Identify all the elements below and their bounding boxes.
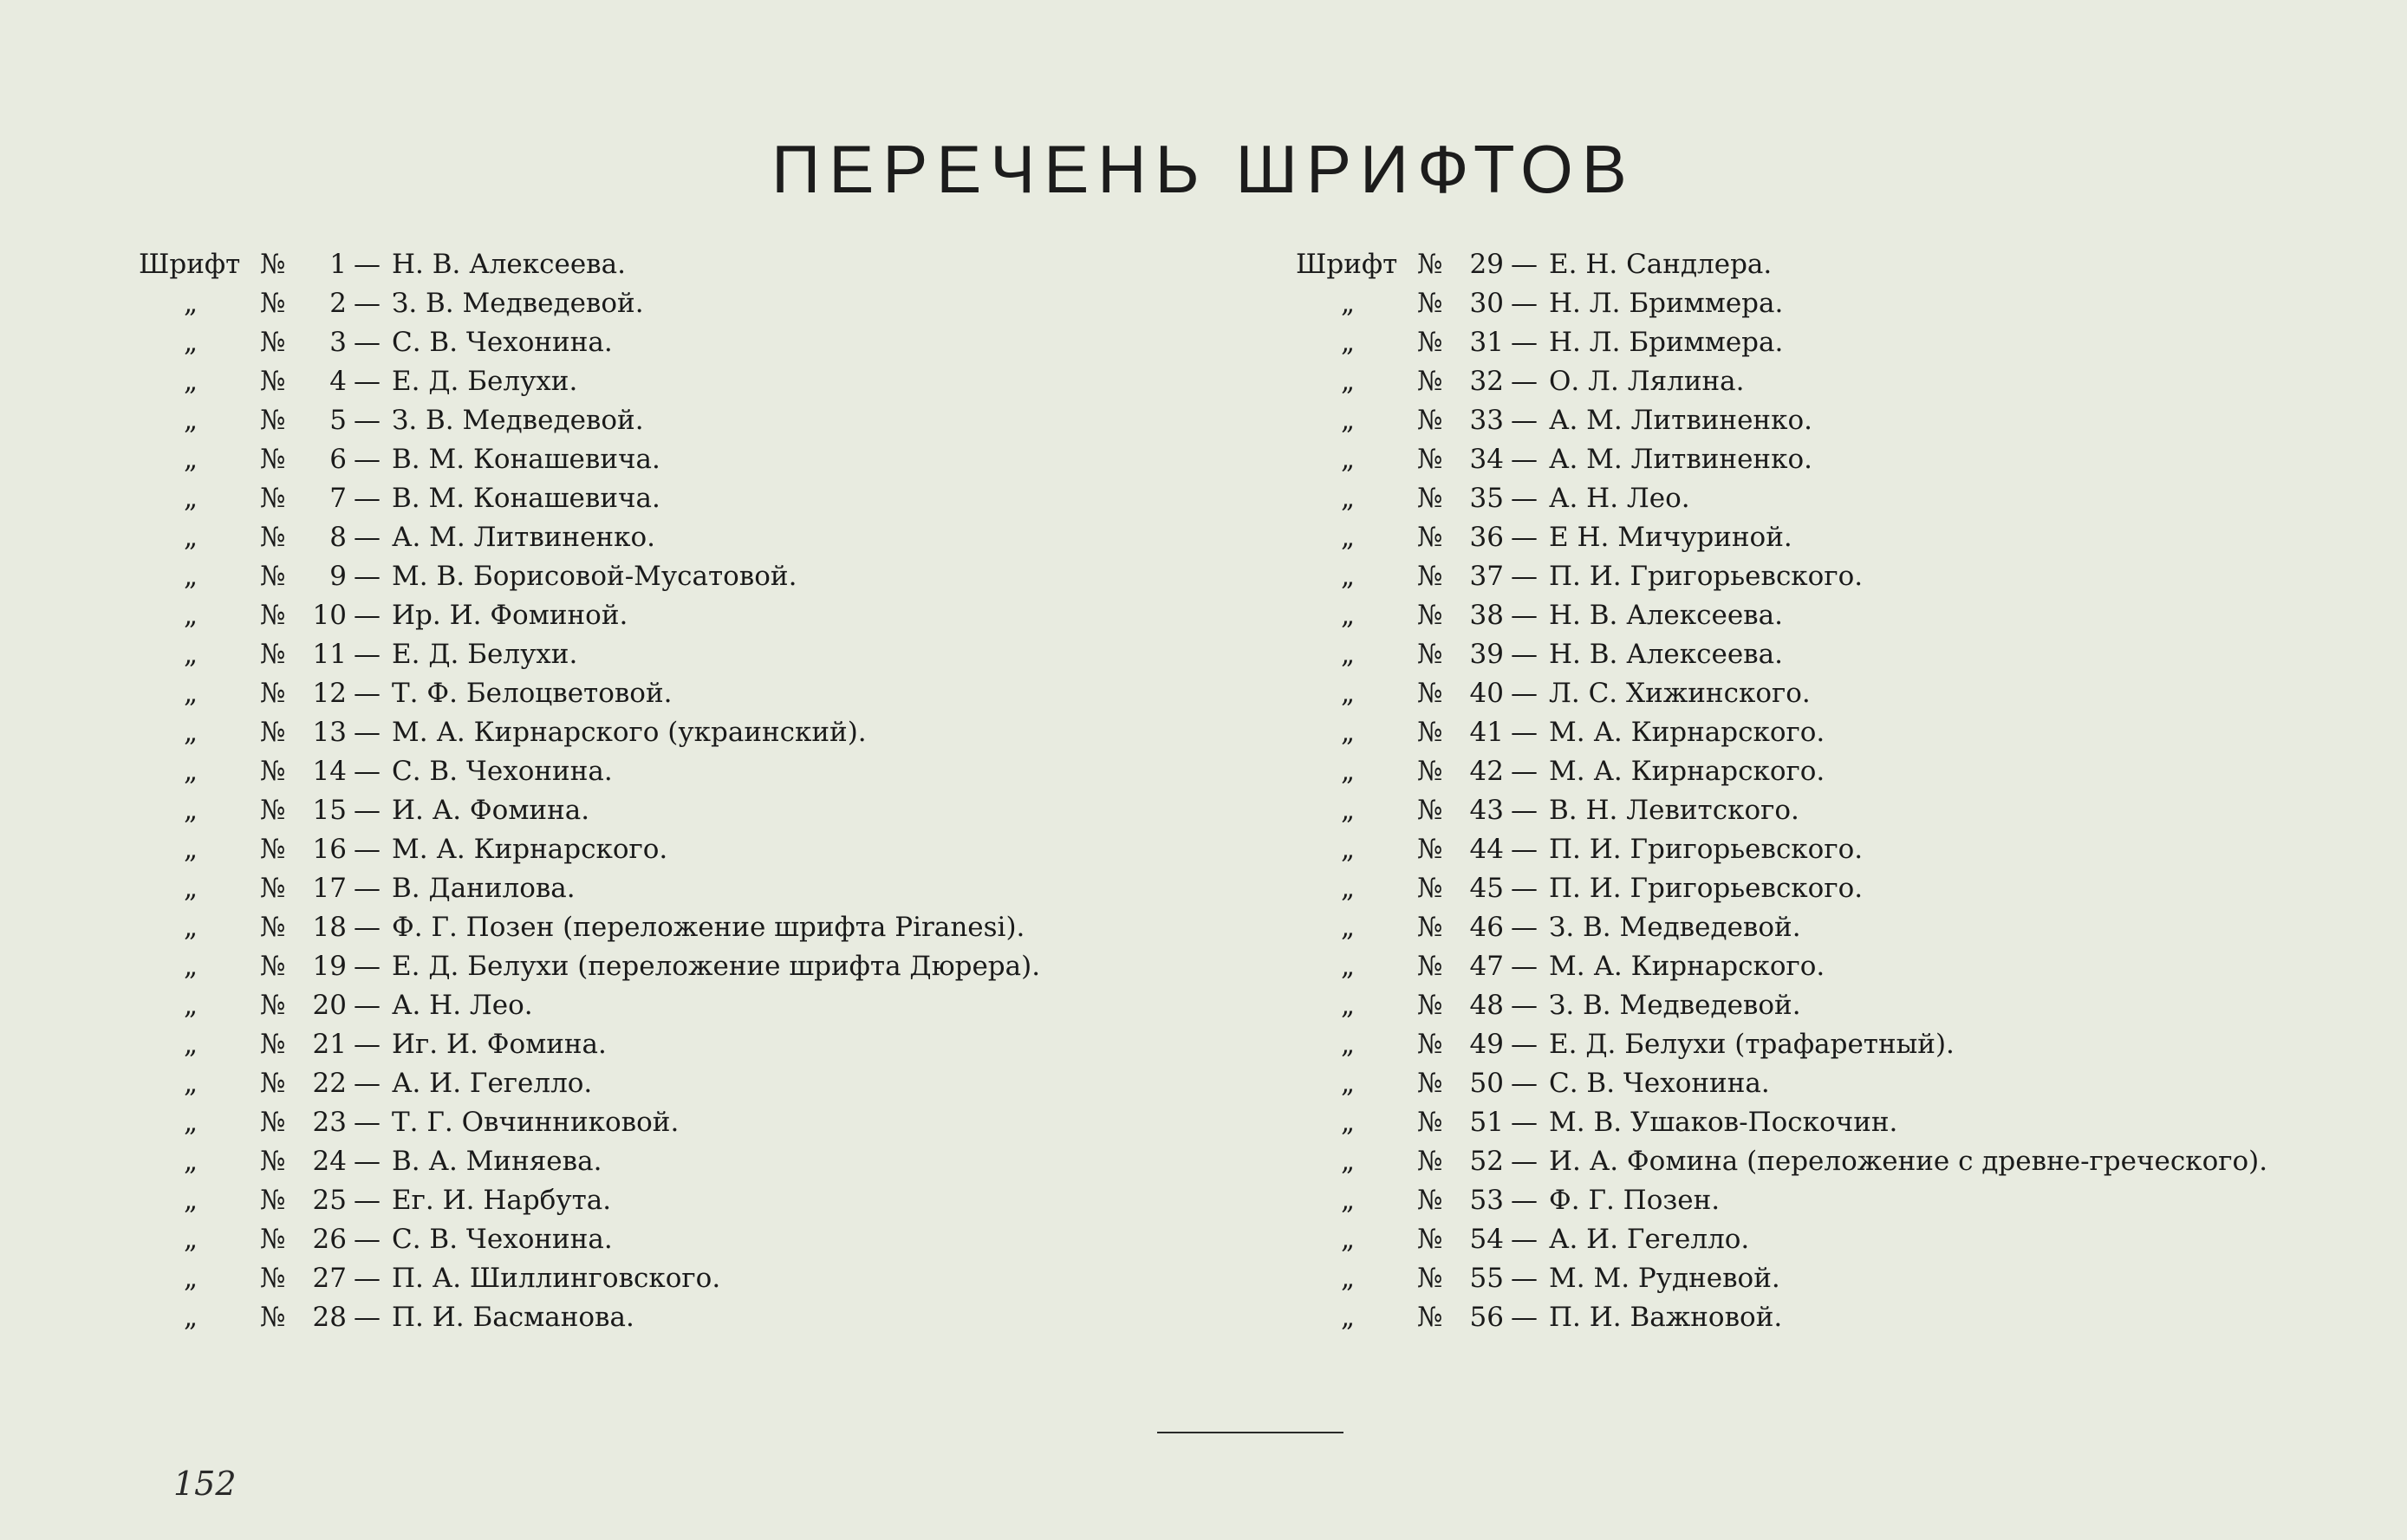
font-number: 8	[329, 522, 347, 553]
font-number: 18	[312, 912, 347, 943]
dash: —	[1511, 1146, 1538, 1177]
font-number: 20	[312, 990, 347, 1021]
ditto-mark: „	[184, 561, 198, 592]
number-sign: №	[260, 327, 286, 358]
font-author: Е. Д. Белухи (переложение шрифта Дюрера).	[392, 951, 1041, 982]
font-number: 5	[329, 405, 347, 436]
font-author: З. В. Медведевой.	[392, 288, 644, 319]
font-author: Ф. Г. Позен.	[1549, 1185, 1721, 1216]
font-author: Ир. И. Фоминой.	[392, 600, 628, 631]
dash: —	[354, 1302, 381, 1333]
number-sign: №	[260, 561, 286, 592]
number-sign: №	[1417, 405, 1443, 436]
font-author: П. А. Шиллинговского.	[392, 1263, 721, 1294]
number-sign: №	[260, 1068, 286, 1099]
ditto-mark: „	[1341, 756, 1356, 787]
font-author: П. И. Григорьевского.	[1549, 561, 1864, 592]
font-author: А. И. Гегелло.	[1549, 1224, 1750, 1255]
number-sign: №	[260, 912, 286, 943]
font-number: 34	[1469, 444, 1504, 475]
dash: —	[1511, 951, 1538, 982]
font-author: Н. В. Алексеева.	[1549, 639, 1783, 670]
ditto-mark: „	[1341, 1107, 1356, 1138]
number-sign: №	[260, 678, 286, 709]
ditto-mark: „	[184, 1185, 198, 1216]
number-sign: №	[1417, 639, 1443, 670]
dash: —	[1511, 405, 1538, 436]
number-sign: №	[260, 873, 286, 904]
dash: —	[1511, 327, 1538, 358]
font-number: 4	[329, 366, 347, 397]
ditto-mark: „	[1341, 366, 1356, 397]
font-author: Т. Ф. Белоцветовой.	[392, 678, 673, 709]
font-author: С. В. Чехонина.	[392, 1224, 613, 1255]
font-number: 2	[329, 288, 347, 319]
number-sign: №	[1417, 1146, 1443, 1177]
font-number: 23	[312, 1107, 347, 1138]
font-author: М. А. Кирнарского.	[392, 834, 668, 865]
dash: —	[354, 873, 381, 904]
font-author: Е. Д. Белухи.	[392, 366, 578, 397]
number-sign: №	[1417, 1263, 1443, 1294]
font-number: 41	[1469, 717, 1504, 748]
font-author: М. А. Кирнарского (украинский).	[392, 717, 867, 748]
dash: —	[354, 717, 381, 748]
font-number: 43	[1469, 795, 1504, 826]
dash: —	[354, 1068, 381, 1099]
font-number: 40	[1469, 678, 1504, 709]
number-sign: №	[1417, 834, 1443, 865]
ditto-mark: „	[184, 951, 198, 982]
dash: —	[354, 678, 381, 709]
ditto-mark: „	[1341, 717, 1356, 748]
font-author: З. В. Медведевой.	[392, 405, 644, 436]
dash: —	[1511, 717, 1538, 748]
ditto-mark: „	[184, 600, 198, 631]
number-sign: №	[1417, 444, 1443, 475]
dash: —	[1511, 1185, 1538, 1216]
ditto-mark: „	[1341, 1185, 1356, 1216]
ditto-mark: „	[1341, 405, 1356, 436]
font-number: 44	[1469, 834, 1504, 865]
number-sign: №	[260, 795, 286, 826]
dash: —	[1511, 483, 1538, 514]
font-author: П. И. Григорьевского.	[1549, 873, 1864, 904]
ditto-mark: „	[184, 1302, 198, 1333]
font-number: 50	[1469, 1068, 1504, 1099]
font-number: 10	[312, 600, 347, 631]
font-author: Е. Д. Белухи (трафаретный).	[1549, 1029, 1955, 1060]
dash: —	[1511, 600, 1538, 631]
font-number: 49	[1469, 1029, 1504, 1060]
dash: —	[1511, 834, 1538, 865]
dash: —	[354, 405, 381, 436]
ditto-mark: „	[1341, 327, 1356, 358]
font-number: 16	[312, 834, 347, 865]
dash: —	[354, 483, 381, 514]
ditto-mark: „	[1341, 873, 1356, 904]
dash: —	[354, 561, 381, 592]
font-number: 13	[312, 717, 347, 748]
number-sign: №	[260, 1263, 286, 1294]
dash: —	[354, 834, 381, 865]
font-number: 37	[1469, 561, 1504, 592]
dash: —	[1511, 1029, 1538, 1060]
number-sign: №	[1417, 873, 1443, 904]
font-number: 19	[312, 951, 347, 982]
dash: —	[354, 756, 381, 787]
dash: —	[1511, 873, 1538, 904]
font-author: А. Н. Лео.	[1549, 483, 1690, 514]
ditto-mark: „	[1341, 951, 1356, 982]
font-number: 33	[1469, 405, 1504, 436]
font-number: 35	[1469, 483, 1504, 514]
font-number: 48	[1469, 990, 1504, 1021]
font-author: Н. В. Алексеева.	[1549, 600, 1783, 631]
ditto-mark: „	[184, 717, 198, 748]
ditto-mark: „	[1341, 600, 1356, 631]
font-number: 15	[312, 795, 347, 826]
font-number: 14	[312, 756, 347, 787]
ditto-mark: „	[184, 678, 198, 709]
font-number: 1	[329, 249, 347, 280]
font-number: 7	[329, 483, 347, 514]
separator-rule	[1157, 1432, 1343, 1433]
font-number: 21	[312, 1029, 347, 1060]
font-number: 29	[1469, 249, 1504, 280]
font-number: 38	[1469, 600, 1504, 631]
dash: —	[1511, 990, 1538, 1021]
dash: —	[1511, 366, 1538, 397]
font-number: 3	[329, 327, 347, 358]
ditto-mark: „	[184, 1029, 198, 1060]
font-author: Ег. И. Нарбута.	[392, 1185, 612, 1216]
number-sign: №	[260, 1029, 286, 1060]
font-number: 22	[312, 1068, 347, 1099]
number-sign: №	[260, 522, 286, 553]
font-number: 6	[329, 444, 347, 475]
ditto-mark: „	[1341, 522, 1356, 553]
ditto-mark: „	[184, 288, 198, 319]
number-sign: №	[1417, 522, 1443, 553]
dash: —	[1511, 1302, 1538, 1333]
font-number: 11	[312, 639, 347, 670]
number-sign: №	[1417, 327, 1443, 358]
number-sign: №	[260, 1107, 286, 1138]
ditto-mark: „	[1341, 1068, 1356, 1099]
font-number: 30	[1469, 288, 1504, 319]
dash: —	[354, 990, 381, 1021]
dash: —	[354, 1185, 381, 1216]
ditto-mark: „	[1341, 483, 1356, 514]
font-number: 27	[312, 1263, 347, 1294]
number-sign: №	[260, 366, 286, 397]
number-sign: №	[260, 717, 286, 748]
ditto-mark: „	[1341, 1224, 1356, 1255]
dash: —	[354, 1263, 381, 1294]
font-number: 17	[312, 873, 347, 904]
font-author: П. И. Басманова.	[392, 1302, 634, 1333]
number-sign: №	[260, 1224, 286, 1255]
font-author: Ф. Г. Позен (переложение шрифта Piranesi).	[392, 912, 1025, 943]
number-sign: №	[260, 756, 286, 787]
font-author: З. В. Медведевой.	[1549, 990, 1801, 1021]
dash: —	[354, 1224, 381, 1255]
number-sign: №	[260, 951, 286, 982]
ditto-mark: „	[184, 366, 198, 397]
font-number: 28	[312, 1302, 347, 1333]
number-sign: №	[1417, 483, 1443, 514]
dash: —	[354, 249, 381, 280]
ditto-mark: „	[1341, 1302, 1356, 1333]
ditto-mark: „	[1341, 678, 1356, 709]
font-author: В. М. Конашевича.	[392, 483, 660, 514]
ditto-mark: „	[184, 522, 198, 553]
font-author: П. И. Григорьевского.	[1549, 834, 1864, 865]
font-author: М. А. Кирнарского.	[1549, 756, 1825, 787]
font-author: А. М. Литвиненко.	[1549, 405, 1812, 436]
font-author: Н. В. Алексеева.	[392, 249, 626, 280]
font-author: Е Н. Мичуриной.	[1549, 522, 1792, 553]
font-author: Е. Д. Белухи.	[392, 639, 578, 670]
ditto-mark: „	[1341, 795, 1356, 826]
number-sign: №	[260, 288, 286, 319]
ditto-mark: „	[184, 1107, 198, 1138]
font-author: П. И. Важновой.	[1549, 1302, 1783, 1333]
font-number: 53	[1469, 1185, 1504, 1216]
ditto-mark: „	[184, 1146, 198, 1177]
dash: —	[1511, 639, 1538, 670]
dash: —	[354, 1107, 381, 1138]
ditto-mark: „	[184, 405, 198, 436]
dash: —	[354, 639, 381, 670]
ditto-mark: „	[1341, 639, 1356, 670]
dash: —	[354, 1029, 381, 1060]
number-sign: №	[1417, 1107, 1443, 1138]
font-number: 42	[1469, 756, 1504, 787]
font-author: В. Н. Левитского.	[1549, 795, 1799, 826]
number-sign: №	[1417, 366, 1443, 397]
ditto-mark: „	[184, 795, 198, 826]
font-number: 24	[312, 1146, 347, 1177]
font-number: 39	[1469, 639, 1504, 670]
font-number: 12	[312, 678, 347, 709]
dash: —	[354, 327, 381, 358]
number-sign: №	[260, 483, 286, 514]
dash: —	[1511, 561, 1538, 592]
font-author: А. М. Литвиненко.	[1549, 444, 1812, 475]
font-number: 45	[1469, 873, 1504, 904]
font-number: 51	[1469, 1107, 1504, 1138]
ditto-mark: „	[1341, 990, 1356, 1021]
font-prefix-label: Шрифт	[1296, 249, 1398, 280]
font-number: 56	[1469, 1302, 1504, 1333]
number-sign: №	[260, 834, 286, 865]
font-author: В. А. Миняева.	[392, 1146, 602, 1177]
font-author: М. А. Кирнарского.	[1549, 717, 1825, 748]
ditto-mark: „	[184, 834, 198, 865]
dash: —	[354, 522, 381, 553]
number-sign: №	[1417, 561, 1443, 592]
dash: —	[354, 951, 381, 982]
number-sign: №	[1417, 912, 1443, 943]
font-author: М. В. Ушаков-Поскочин.	[1549, 1107, 1898, 1138]
dash: —	[354, 444, 381, 475]
font-author: В. Данилова.	[392, 873, 576, 904]
ditto-mark: „	[1341, 288, 1356, 319]
ditto-mark: „	[184, 756, 198, 787]
dash: —	[1511, 756, 1538, 787]
font-author: М. А. Кирнарского.	[1549, 951, 1825, 982]
font-number: 36	[1469, 522, 1504, 553]
font-author: Л. С. Хижинского.	[1549, 678, 1811, 709]
number-sign: №	[1417, 288, 1443, 319]
dash: —	[354, 600, 381, 631]
number-sign: №	[1417, 1185, 1443, 1216]
font-number: 31	[1469, 327, 1504, 358]
ditto-mark: „	[184, 444, 198, 475]
ditto-mark: „	[1341, 834, 1356, 865]
dash: —	[1511, 912, 1538, 943]
number-sign: №	[260, 1146, 286, 1177]
font-author: А. Н. Лео.	[392, 990, 533, 1021]
font-author: Н. Л. Бриммера.	[1549, 288, 1784, 319]
number-sign: №	[1417, 795, 1443, 826]
dash: —	[354, 288, 381, 319]
ditto-mark: „	[1341, 1263, 1356, 1294]
font-author: А. М. Литвиненко.	[392, 522, 655, 553]
font-author: В. М. Конашевича.	[392, 444, 660, 475]
number-sign: №	[1417, 678, 1443, 709]
font-number: 46	[1469, 912, 1504, 943]
font-number: 54	[1469, 1224, 1504, 1255]
dash: —	[354, 1146, 381, 1177]
font-number: 47	[1469, 951, 1504, 982]
font-number: 26	[312, 1224, 347, 1255]
ditto-mark: „	[184, 639, 198, 670]
number-sign: №	[1417, 1029, 1443, 1060]
font-number: 32	[1469, 366, 1504, 397]
number-sign: №	[260, 990, 286, 1021]
font-author: М. М. Рудневой.	[1549, 1263, 1780, 1294]
font-author: Иг. И. Фомина.	[392, 1029, 607, 1060]
dash: —	[1511, 1068, 1538, 1099]
number-sign: №	[260, 1185, 286, 1216]
number-sign: №	[260, 249, 286, 280]
dash: —	[1511, 522, 1538, 553]
font-author: С. В. Чехонина.	[1549, 1068, 1770, 1099]
number-sign: №	[260, 405, 286, 436]
page-number: 152	[173, 1465, 237, 1503]
number-sign: №	[260, 600, 286, 631]
ditto-mark: „	[1341, 561, 1356, 592]
dash: —	[1511, 288, 1538, 319]
font-author: И. А. Фомина (переложение с древне-греческого).	[1549, 1146, 2268, 1177]
font-author: А. И. Гегелло.	[392, 1068, 593, 1099]
font-author: И. А. Фомина.	[392, 795, 590, 826]
dash: —	[354, 366, 381, 397]
number-sign: №	[1417, 717, 1443, 748]
font-number: 52	[1469, 1146, 1504, 1177]
font-author: М. В. Борисовой-Мусатовой.	[392, 561, 797, 592]
dash: —	[1511, 1107, 1538, 1138]
font-number: 55	[1469, 1263, 1504, 1294]
dash: —	[1511, 1263, 1538, 1294]
font-author: О. Л. Лялина.	[1549, 366, 1745, 397]
number-sign: №	[260, 639, 286, 670]
dash: —	[1511, 795, 1538, 826]
ditto-mark: „	[184, 912, 198, 943]
ditto-mark: „	[184, 327, 198, 358]
ditto-mark: „	[1341, 1146, 1356, 1177]
ditto-mark: „	[1341, 1029, 1356, 1060]
ditto-mark: „	[184, 990, 198, 1021]
dash: —	[1511, 444, 1538, 475]
dash: —	[1511, 249, 1538, 280]
font-number: 9	[329, 561, 347, 592]
font-author: Е. Н. Сандлера.	[1549, 249, 1773, 280]
number-sign: №	[1417, 990, 1443, 1021]
font-author: З. В. Медведевой.	[1549, 912, 1801, 943]
font-number: 25	[312, 1185, 347, 1216]
number-sign: №	[1417, 756, 1443, 787]
dash: —	[354, 795, 381, 826]
font-author: С. В. Чехонина.	[392, 327, 613, 358]
ditto-mark: „	[1341, 912, 1356, 943]
number-sign: №	[1417, 1302, 1443, 1333]
font-author: Н. Л. Бриммера.	[1549, 327, 1784, 358]
number-sign: №	[260, 444, 286, 475]
font-author: С. В. Чехонина.	[392, 756, 613, 787]
ditto-mark: „	[184, 483, 198, 514]
number-sign: №	[1417, 600, 1443, 631]
dash: —	[1511, 678, 1538, 709]
font-prefix-label: Шрифт	[139, 249, 241, 280]
page-title: ПЕРЕЧЕНЬ ШРИФТОВ	[771, 131, 1636, 207]
ditto-mark: „	[184, 1068, 198, 1099]
ditto-mark: „	[1341, 444, 1356, 475]
number-sign: №	[1417, 1068, 1443, 1099]
dash: —	[354, 912, 381, 943]
dash: —	[1511, 1224, 1538, 1255]
ditto-mark: „	[184, 873, 198, 904]
ditto-mark: „	[184, 1224, 198, 1255]
number-sign: №	[1417, 1224, 1443, 1255]
font-author: Т. Г. Овчинниковой.	[392, 1107, 680, 1138]
number-sign: №	[1417, 249, 1443, 280]
ditto-mark: „	[184, 1263, 198, 1294]
number-sign: №	[260, 1302, 286, 1333]
number-sign: №	[1417, 951, 1443, 982]
